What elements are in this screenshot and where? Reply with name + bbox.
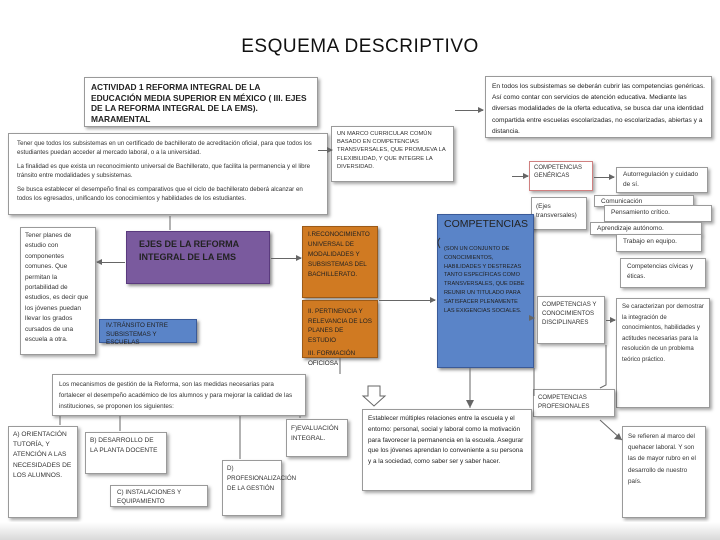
gen-item-1-text: Autorregulación y cuidado de sí.	[623, 171, 699, 188]
b-text: B) DESARROLLO DE LA PLANTA DOCENTE	[90, 437, 158, 454]
ejes-transversales-text: (Ejes transversales)	[536, 203, 577, 219]
profesionales-text: COMPETENCIAS PROFESIONALES	[538, 394, 590, 411]
activity-text: ACTIVIDAD 1 REFORMA INTEGRAL DE LA EDUCACIÓN MEDIA SUPERIOR EN MÉXICO ( III. EJES DE LA REFORMA INTEGRAL DE LA EMS). MARAMENTAL	[91, 82, 307, 124]
left-text: Tener planes de estudio con componentes comunes. Que permitan la portabilidad de estudios, es decir que los jóvenes puedan llevar los grados cursados de una escuela a otra.	[25, 232, 89, 344]
c-box	[110, 485, 208, 507]
d-text: D) PROFESIONALIZACIÓN DE LA GESTIÓN	[227, 465, 297, 492]
gen-item-6-text: Competencias cívicas y éticas.	[627, 263, 694, 280]
gen-item-4-text: Aprendizaje autónomo.	[597, 225, 664, 232]
arrowhead-prof-desc	[614, 433, 622, 440]
top-left-p3: Se busca establecer el desempeño final es comparativos que el ciclo de bachillerato deberá alcanzar en todos los egresados, unificando los conocimientos y habilidades de los estudiantes.	[17, 186, 303, 202]
top-left-box	[8, 133, 328, 215]
bottom-shadow	[0, 522, 720, 540]
gestion-box	[52, 374, 306, 416]
connector-disc-to-prof	[600, 345, 606, 388]
transito-box	[99, 319, 197, 347]
arrow-competencias-to-genericas	[512, 176, 528, 177]
top-left-p1: Tener que todos los subsistemas en un certificado de bachillerato de acreditación oficial, para que todos los estudiantes puedan acceder al mercado laboral, o a la universidad.	[17, 140, 312, 156]
competencias-genericas-text: COMPETENCIAS GENÉRICAS	[534, 165, 583, 180]
gen-item-3-text: Pensamiento crítico.	[611, 209, 670, 216]
relaciones-box	[362, 409, 532, 491]
disciplinares-desc: Se caracterizan por demostrar la integración de conocimientos, habilidades y actitudes necesarias para la resolución de un problema teórico práctico.	[622, 303, 704, 363]
a-box	[8, 426, 78, 518]
connector-prof-to-desc	[600, 420, 622, 440]
gen-item-5	[616, 234, 702, 252]
pertinencia-text: II. PERTINENCIA Y RELEVANCIA DE LOS PLANES DE ESTUDIO	[308, 308, 372, 344]
arrow-ejes-to-left	[97, 262, 125, 263]
disciplinares-box	[537, 296, 605, 344]
top-right-text: En todos los subsistemas se deberán cubrir las competencias genéricas. Así como contar con servicios de atención educativa. Mediante las diversas modalidades de la oferta educativa, se busca dar una identidad compartida entre escuelas escolarizadas, no escolarizadas, abiertas y a distancia.	[492, 83, 705, 135]
a-text: A) ORIENTACIÓN TUTORÍA, Y ATENCIÓN A LAS NECESIDADES DE LOS ALUMNOS.	[13, 431, 72, 479]
transito-text: IV.TRÁNSITO ENTRE SUBSISTEMAS Y ESCUELAS	[106, 322, 168, 347]
formacion-text: III. FORMACIÓN OFICIOSA	[308, 350, 356, 367]
competencias-genericas-box	[529, 161, 593, 191]
gen-item-3	[604, 205, 712, 222]
b-box	[85, 432, 167, 474]
gestion-text: Los mecanismos de gestión de la Reforma, son las medidas necesarias para fortalecer el desempeño académico de los alumnos y para mejorar la calidad de las instituciones, se proponen los siguientes:	[59, 381, 293, 410]
pertinencia-box	[302, 300, 378, 367]
arrow-genericas-to-items	[594, 177, 614, 178]
gen-item-2-text: Comunicación	[601, 198, 643, 205]
activity-box	[84, 77, 318, 127]
gen-item-1	[616, 167, 708, 193]
evaluacion-text: F)EVALUACIÓN INTEGRAL.	[291, 425, 339, 442]
c-text: C) INSTALACIONES Y EQUIPAMIENTO	[117, 489, 182, 505]
page-title: ESQUEMA DESCRIPTIVO	[241, 36, 479, 57]
arrow-topleft-to-marco	[318, 150, 332, 151]
competencias-body: (SON UN CONJUNTO DE CONOCIMIENTOS, HABILIDADES Y DESTREZAS TANTO ESPECÍFICAS COMO TRANSVERSALES, QUE DEBE REUNIR UN TITULADO PARA SATISFACER PLENAMENTE LAS EXIGENCIAS SOCIALES.	[444, 246, 525, 314]
top-right-box	[485, 76, 712, 138]
ejes-title-box	[126, 231, 270, 284]
arrow-ejes-to-orange	[271, 258, 301, 259]
arrow-marco-to-topright	[455, 110, 483, 111]
marco-text: UN MARCO CURRICULAR COMÚN BASADO EN COMPETENCIAS TRANSVERSALES, QUE PROMUEVA LA FLEXIBILIDAD, Y QUE INTEGRE LA DIVERSIDAD.	[337, 131, 446, 170]
arrow-disciplinares-to-desc	[606, 320, 615, 321]
left-box	[20, 227, 96, 355]
relaciones-text: Establecer múltiples relaciones entre la escuela y el entorno: personal, social y laboral como la motivación para favorecer la permanencia en la escuela. Asegurar que los jóvenes aprendan lo conveniente a su persona y a la sociedad, como saber ser y saber hacer.	[368, 415, 524, 466]
disciplinares-text: COMPETENCIAS Y CONOCIMIENTOS DISCIPLINARES	[542, 301, 597, 327]
reconocimiento-text: I.RECONOCIMIENTO UNIVERSAL DE MODALIDADES Y SUBSISTEMAS DEL BACHILLERATO.	[308, 231, 370, 278]
evaluacion-box	[286, 419, 348, 457]
competencias-box	[437, 214, 534, 368]
arrowhead-comp-rel	[466, 400, 474, 408]
d-box	[222, 460, 297, 516]
profesionales-desc-box	[622, 426, 706, 518]
ejes-title-text: EJES DE LA REFORMA INTEGRAL DE LA EMS	[139, 239, 239, 262]
marco-box	[331, 126, 454, 182]
ejes-transversales-box	[531, 197, 587, 230]
arrow-orange-to-competencias	[379, 300, 435, 301]
profesionales-desc: Se refieren al marco del quehacer laboral. Y son las de mayor rubro en el desarrollo de nuestro país.	[628, 433, 696, 485]
gen-item-6	[620, 258, 706, 288]
disciplinares-desc-box	[616, 298, 710, 408]
profesionales-box	[533, 389, 615, 417]
block-arrow-down	[363, 386, 385, 406]
competencias-title: COMPETENCIAS	[444, 218, 529, 230]
gen-item-5-text: Trabajo en equipo.	[623, 238, 677, 245]
reconocimiento-box	[302, 226, 378, 298]
top-left-p2: La finalidad es que exista un reconocimiento universal de Bachillerato, que facilita la permanencia y el libre tránsito entre modalidades y subsistemas.	[17, 163, 311, 179]
